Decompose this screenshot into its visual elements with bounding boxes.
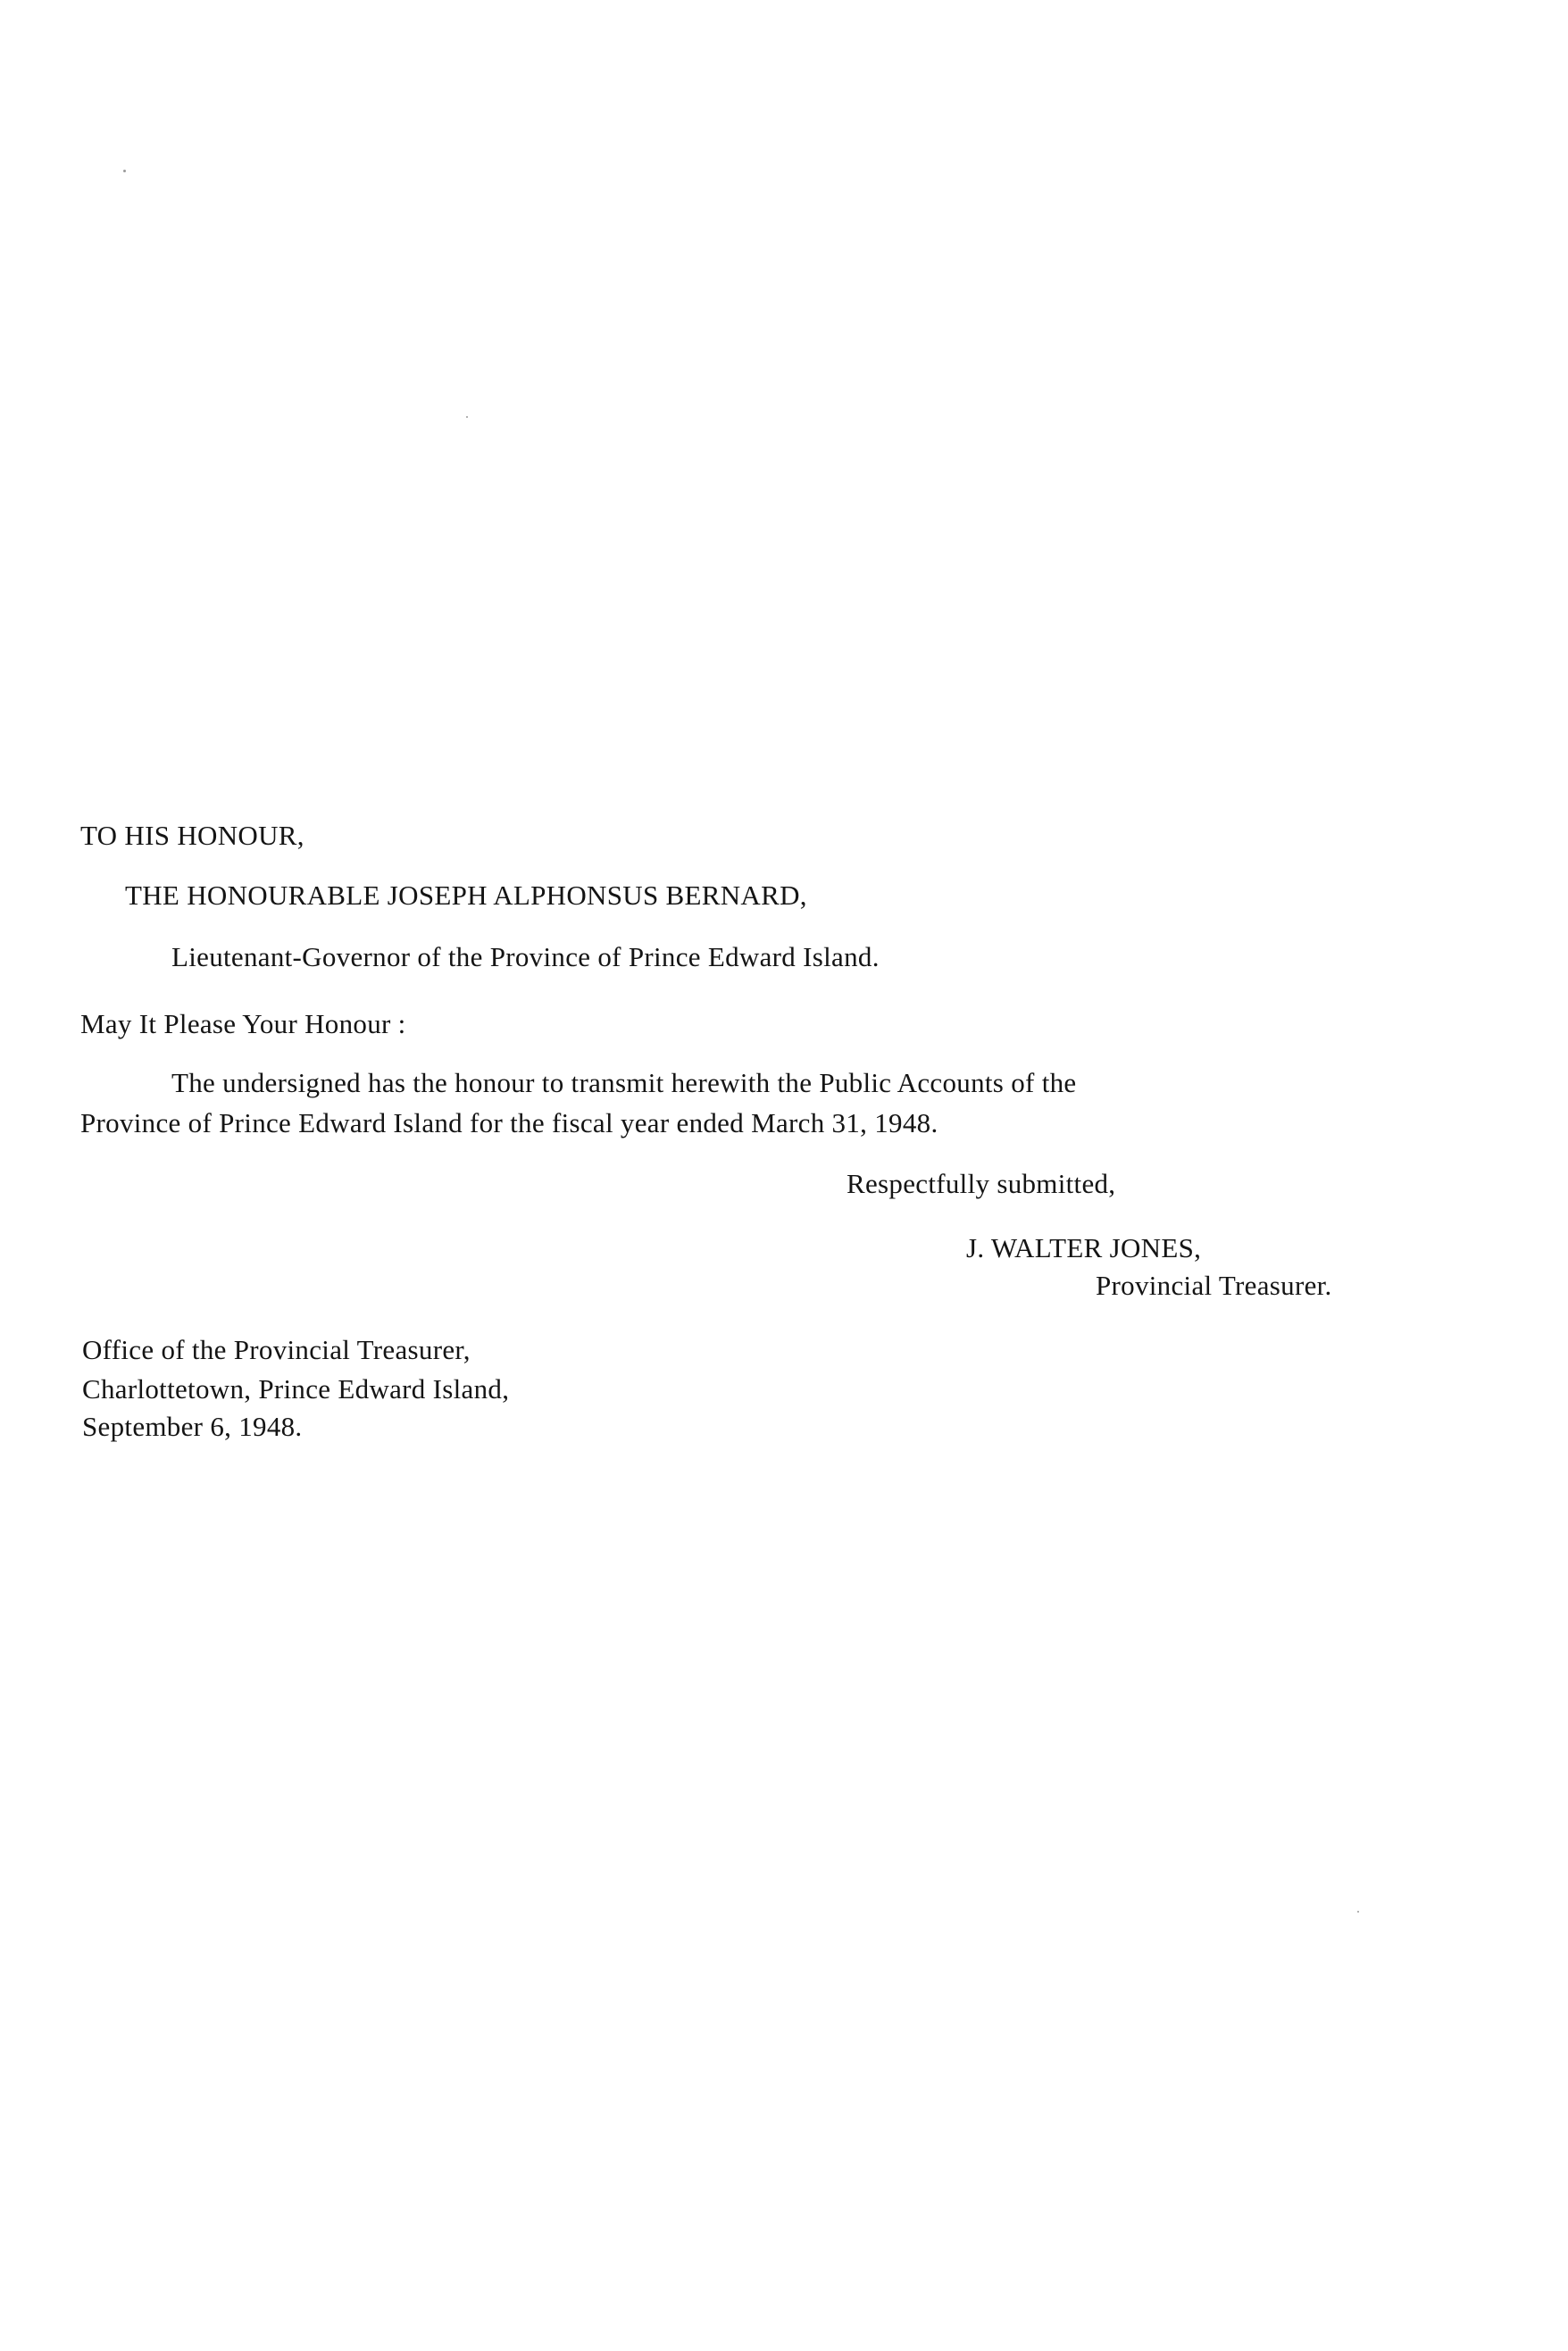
address-line-recipient-name: THE HONOURABLE JOSEPH ALPHONSUS BERNARD, bbox=[125, 880, 807, 911]
signer-name: J. WALTER JONES, bbox=[966, 1232, 1202, 1263]
office-address-line-1: Office of the Provincial Treasurer, bbox=[82, 1334, 471, 1365]
letter-body-line-1: The undersigned has the honour to transmit herewith the Public Accounts of the bbox=[171, 1067, 1077, 1098]
address-line-recipient-title: Lieutenant-Governor of the Province of Prince Edward Island. bbox=[171, 941, 880, 972]
letter-closing: Respectfully submitted, bbox=[847, 1168, 1116, 1199]
address-line-recipient-honour: TO HIS HONOUR, bbox=[80, 820, 304, 851]
signer-title: Provincial Treasurer. bbox=[1096, 1270, 1332, 1301]
paper-speck bbox=[466, 416, 468, 418]
letter-body-line-2: Province of Prince Edward Island for the fiscal year ended March 31, 1948. bbox=[80, 1107, 938, 1138]
letter-greeting: May It Please Your Honour : bbox=[80, 1008, 406, 1039]
office-address-line-2: Charlottetown, Prince Edward Island, bbox=[82, 1373, 510, 1405]
office-date: September 6, 1948. bbox=[82, 1411, 303, 1442]
paper-speck bbox=[1357, 1911, 1359, 1913]
paper-speck bbox=[123, 170, 126, 172]
